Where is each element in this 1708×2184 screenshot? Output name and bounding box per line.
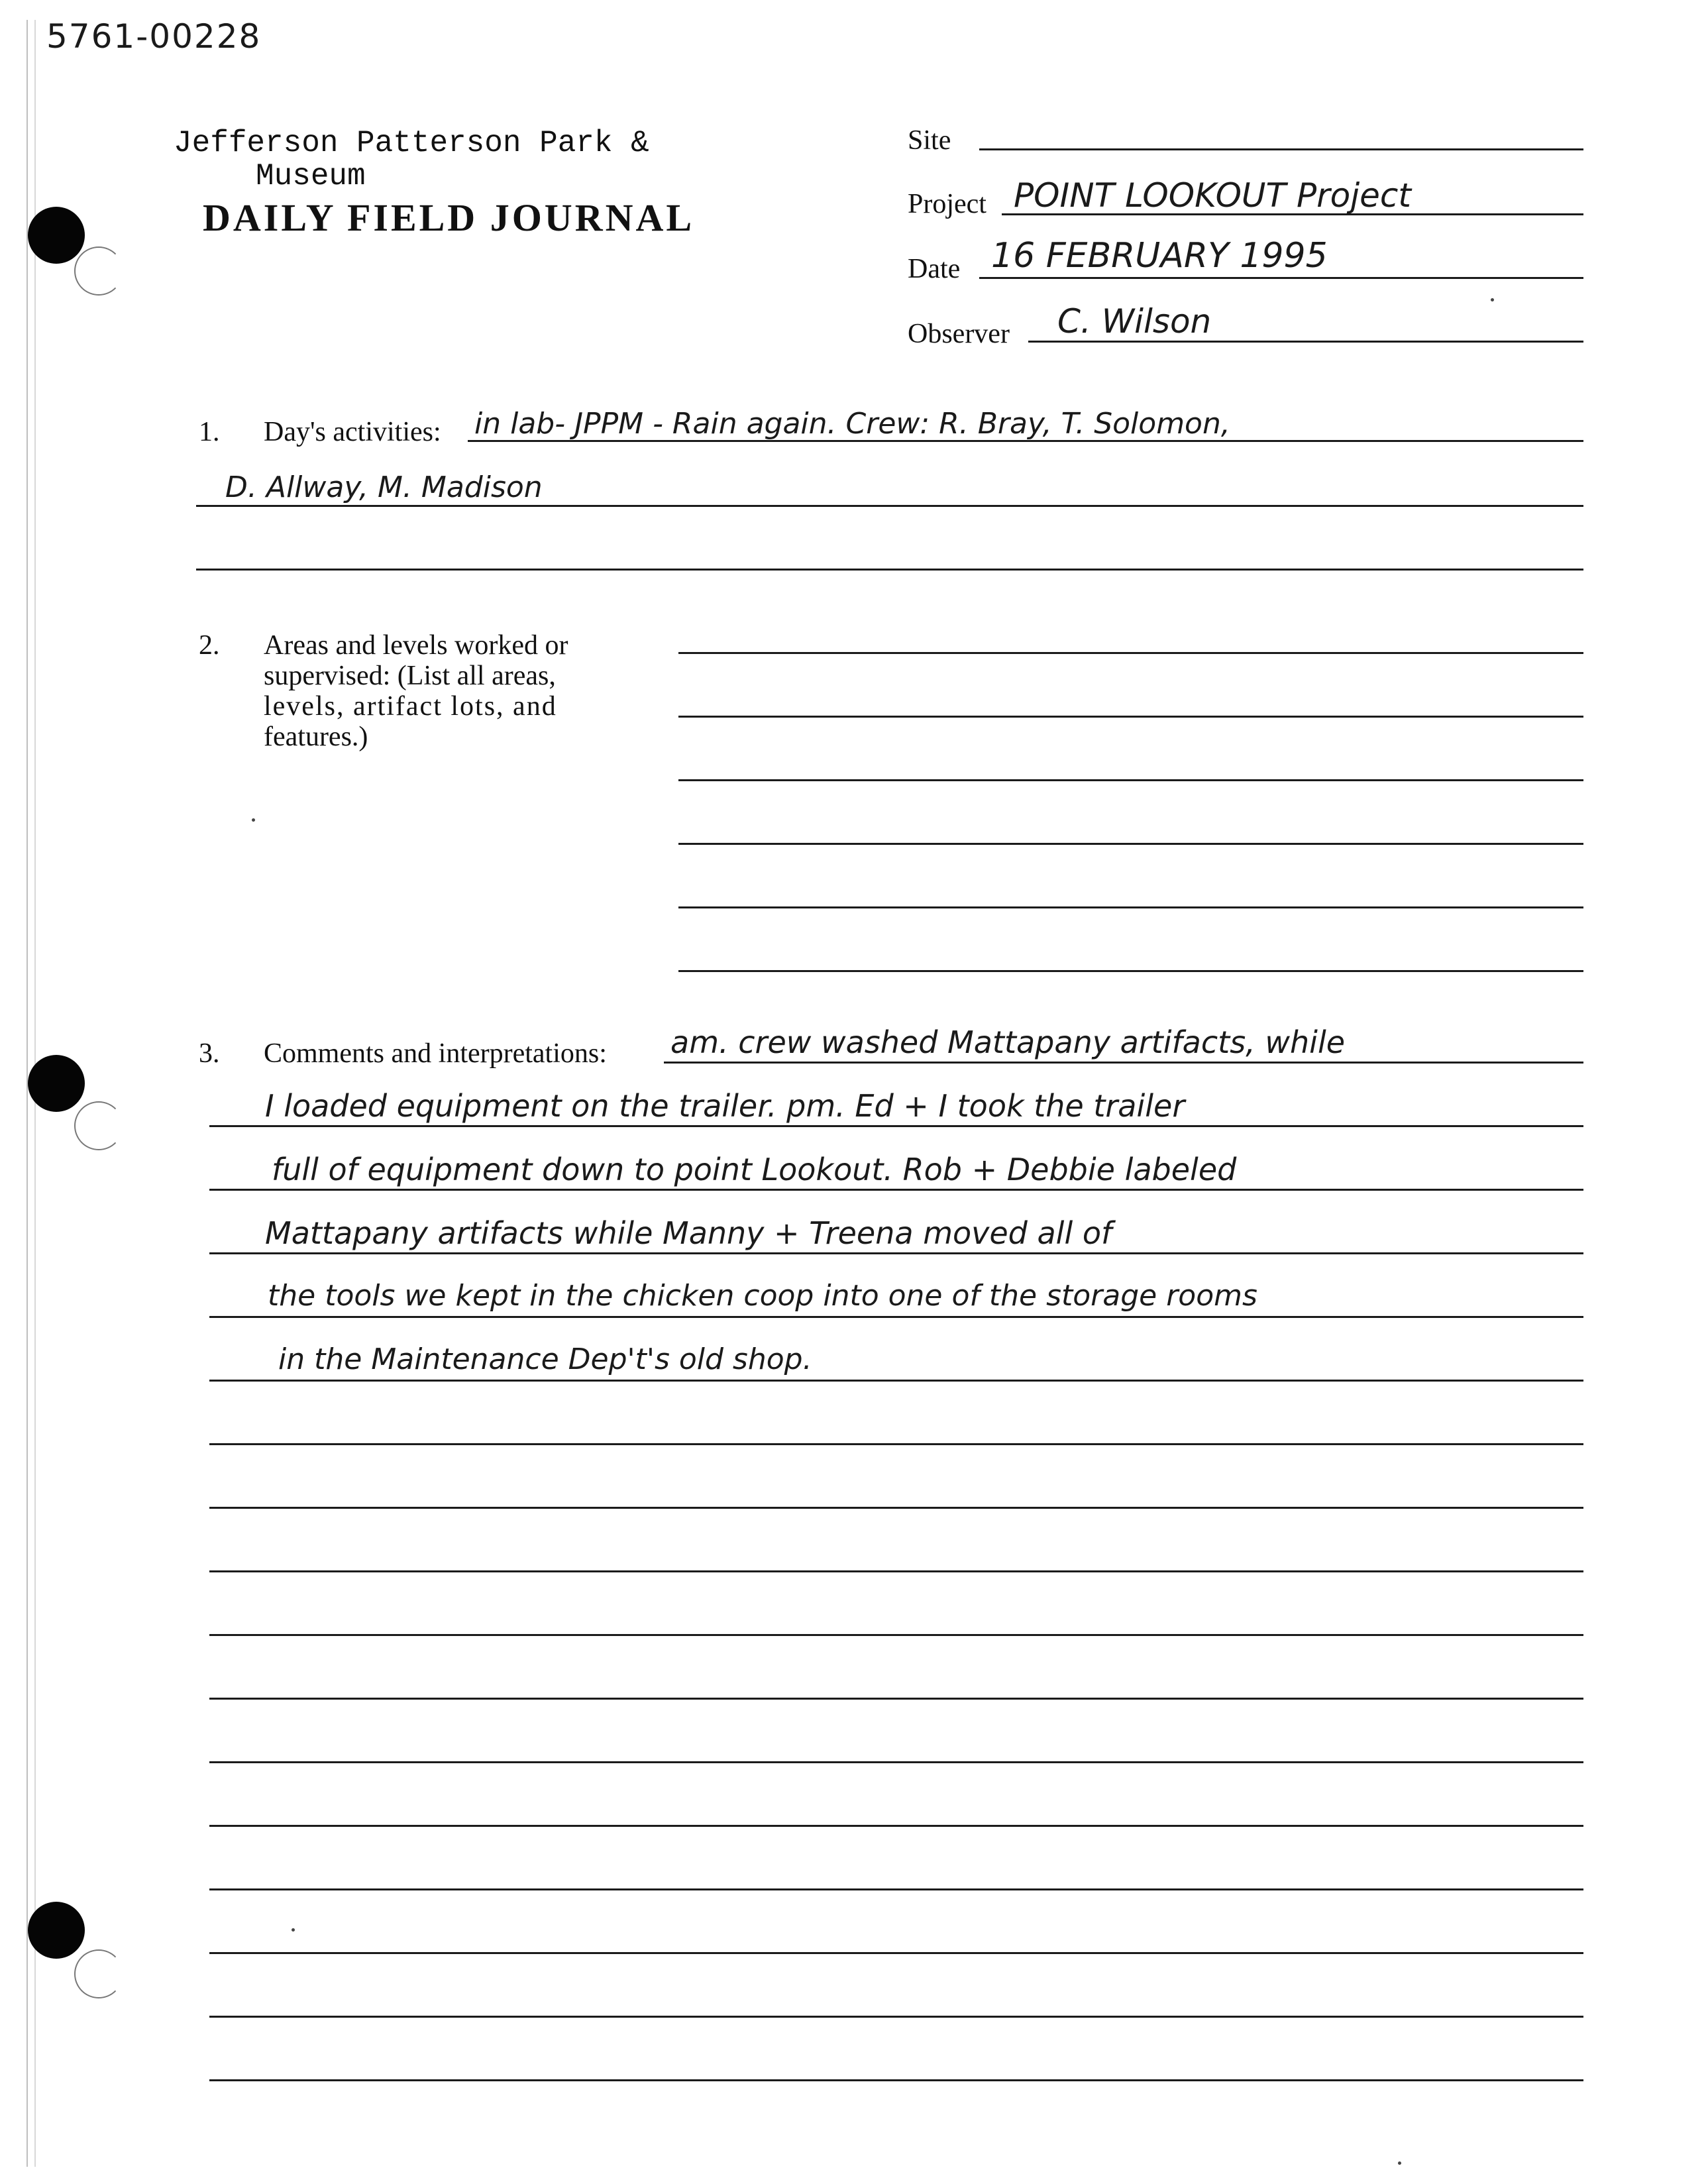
- section-1-text-2: D. Allway, M. Madison: [225, 470, 543, 504]
- blank-line: [209, 1634, 1583, 1636]
- page-title: DAILY FIELD JOURNAL: [203, 196, 695, 239]
- section-1-label: Day's activities:: [264, 417, 441, 447]
- blank-line: [209, 2079, 1583, 2081]
- site-label: Site: [908, 125, 951, 156]
- org-name-line2: Museum: [256, 159, 366, 193]
- date-label: Date: [908, 254, 961, 284]
- observer-value: C. Wilson: [1057, 302, 1212, 341]
- section-3-line-2: [209, 1125, 1583, 1127]
- section-2-label-line-1: Areas and levels worked or: [264, 630, 568, 661]
- section-3-line-6: [209, 1380, 1583, 1382]
- punch-hole-middle: [28, 1055, 85, 1112]
- section-2-number: 2.: [199, 630, 220, 661]
- blank-line: [209, 1952, 1583, 1954]
- blank-line: [209, 1888, 1583, 1890]
- section-3-number: 3.: [199, 1038, 220, 1069]
- section-3-text-4: Mattapany artifacts while Manny + Treena moved all of: [265, 1215, 1112, 1251]
- speck: [1398, 2161, 1401, 2165]
- blank-line: [209, 1761, 1583, 1763]
- project-value: POINT LOOKOUT Project: [1014, 176, 1411, 215]
- observer-label: Observer: [908, 319, 1010, 349]
- section-2-line-6: [678, 970, 1583, 972]
- punch-hole-bottom: [28, 1902, 85, 1959]
- section-2-line-2: [678, 716, 1583, 718]
- section-2-line-3: [678, 779, 1583, 781]
- section-1-number: 1.: [199, 417, 220, 447]
- margin-line-left: [27, 20, 28, 2167]
- punch-hole-top: [28, 207, 85, 264]
- section-3-text-3: full of equipment down to point Lookout. Rob + Debbie labeled: [272, 1152, 1237, 1187]
- section-2-line-4: [678, 843, 1583, 845]
- section-3-label: Comments and interpretations:: [264, 1038, 607, 1069]
- section-2-line-5: [678, 906, 1583, 908]
- section-2-label-line-2: supervised: (List all areas,: [264, 661, 556, 691]
- document-code: 5761-00228: [46, 17, 262, 56]
- section-3-text-6: in the Maintenance Dep't's old shop.: [278, 1342, 812, 1376]
- date-value: 16 FEBRUARY 1995: [991, 236, 1328, 276]
- punch-ring-bottom: [74, 1949, 123, 1998]
- section-1-text-1: in lab- JPPM - Rain again. Crew: R. Bray, T. Solomon,: [474, 407, 1230, 441]
- section-3-line-3: [209, 1189, 1583, 1191]
- section-2-label-line-3: levels, artifact lots, and: [264, 691, 557, 722]
- speck: [252, 818, 255, 822]
- section-3-text-2: I loaded equipment on the trailer. pm. Ed + I took the trailer: [265, 1088, 1185, 1124]
- section-3-text-1: am. crew washed Mattapany artifacts, while: [670, 1024, 1346, 1060]
- blank-line: [209, 1698, 1583, 1700]
- punch-ring-top: [74, 246, 123, 296]
- blank-line: [209, 2016, 1583, 2018]
- section-1-line-2: [196, 505, 1583, 507]
- org-name-line1: Jefferson Patterson Park &: [174, 126, 649, 160]
- speck: [1491, 298, 1494, 301]
- blank-line: [209, 1443, 1583, 1445]
- date-line: [979, 277, 1583, 279]
- section-3-line-1: [664, 1062, 1583, 1064]
- speck: [292, 1928, 295, 1932]
- section-3-text-5: the tools we kept in the chicken coop into one of the storage rooms: [268, 1279, 1257, 1313]
- section-3-line-5: [209, 1316, 1583, 1318]
- section-2-line-1: [678, 652, 1583, 654]
- section-3-line-4: [209, 1252, 1583, 1254]
- blank-line: [209, 1507, 1583, 1509]
- punch-ring-middle: [74, 1101, 123, 1150]
- observer-line: [1028, 341, 1583, 343]
- section-1-line-3: [196, 569, 1583, 571]
- section-2-label-line-4: features.): [264, 722, 368, 752]
- site-line: [979, 148, 1583, 150]
- blank-line: [209, 1570, 1583, 1572]
- project-label: Project: [908, 189, 987, 219]
- blank-line: [209, 1825, 1583, 1827]
